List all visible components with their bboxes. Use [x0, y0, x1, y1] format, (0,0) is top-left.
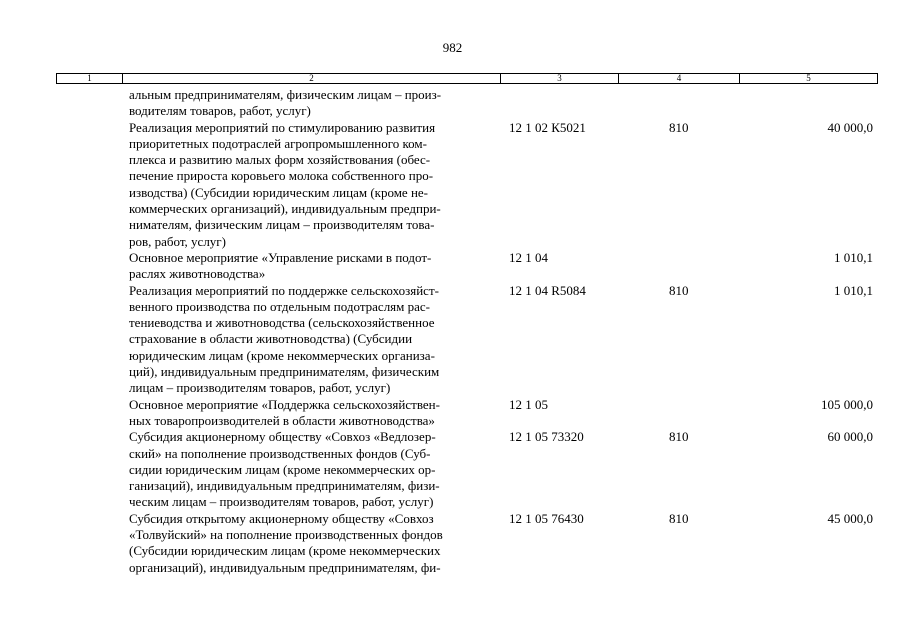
row-description	[129, 250, 495, 283]
row-description	[129, 120, 495, 250]
description-line: плекса и развитию малых форм хозяйствования (обес-	[129, 152, 431, 168]
description-line: ций), индивидуальным предпринимателям, физическим	[129, 364, 440, 380]
row-type: 810	[669, 429, 689, 445]
description-line: организаций), индивидуальным предпринимателям, фи-	[129, 559, 441, 575]
row-amount: 1 010,1	[834, 249, 873, 265]
column-header-1: 1	[57, 74, 123, 83]
row-description	[129, 283, 495, 397]
description-line: венного производства по отдельным подотраслям рас-	[129, 298, 431, 314]
table-row	[0, 429, 905, 510]
description-line: ский» на пополнение производственных фондов (Суб-	[129, 445, 431, 461]
row-amount: 45 000,0	[827, 510, 873, 526]
table-row	[0, 120, 905, 250]
description-line: Субсидия открытому акционерному обществу «Совхоз	[129, 510, 434, 526]
description-line: коммерческих организаций), индивидуальным предпри-	[129, 201, 441, 217]
description-line: Основное мероприятие «Поддержка сельскохозяйствен-	[129, 396, 440, 412]
description-line: страхование в области животноводства) (Субсидии	[129, 331, 413, 347]
row-type: 810	[669, 282, 689, 298]
description-line: лицам – производителям товаров, работ, услуг)	[129, 380, 391, 396]
row-code: 12 1 04	[509, 249, 548, 265]
description-line: Реализация мероприятий по поддержке сельскохозяйст-	[129, 282, 439, 298]
table-row	[0, 511, 905, 576]
table-row	[0, 250, 905, 283]
description-line: ческим лицам – производителям товаров, работ, услуг)	[129, 494, 434, 510]
row-code: 12 1 02 К5021	[509, 119, 586, 135]
table-row	[0, 283, 905, 397]
description-line: «Толвуйский» на пополнение производственных фондов	[129, 527, 443, 543]
table-row	[0, 87, 905, 120]
description-line: тениеводства и животноводства (сельскохозяйственное	[129, 315, 435, 331]
description-line: приоритетных подотраслей агропромышленного ком-	[129, 135, 427, 151]
description-line: сидии юридическим лицам (кроме некоммерческих ор-	[129, 461, 436, 477]
row-type: 810	[669, 510, 689, 526]
table-header	[56, 73, 878, 84]
description-line: Основное мероприятие «Управление рисками в подот-	[129, 249, 432, 265]
description-line: (Субсидии юридическим лицам (кроме некоммерческих	[129, 543, 441, 559]
row-amount: 40 000,0	[827, 119, 873, 135]
description-line: раслях животноводства»	[129, 266, 266, 282]
description-line: ров, работ, услуг)	[129, 233, 226, 249]
description-line: ганизаций), индивидуальным предпринимателям, физи-	[129, 478, 440, 494]
column-header-2: 2	[123, 74, 501, 83]
description-line: печение прироста коровьего молока собственного про-	[129, 168, 434, 184]
row-code: 12 1 05 76430	[509, 510, 584, 526]
row-code: 12 1 04 R5084	[509, 282, 586, 298]
row-description	[129, 87, 495, 120]
row-code: 12 1 05	[509, 396, 548, 412]
description-line: ных товаропроизводителей в области животноводства»	[129, 412, 435, 428]
row-description	[129, 429, 495, 510]
description-line: Субсидия акционерному обществу «Совхоз «Ведлозер-	[129, 429, 436, 445]
column-header-4: 4	[619, 74, 740, 83]
column-header-5: 5	[806, 73, 811, 83]
column-header-3: 3	[501, 74, 619, 83]
row-amount: 105 000,0	[821, 396, 873, 412]
description-line: Реализация мероприятий по стимулированию развития	[129, 119, 436, 135]
description-line: альным предпринимателям, физическим лицам – произ-	[129, 87, 442, 102]
description-line: водителям товаров, работ, услуг)	[129, 103, 311, 119]
row-code: 12 1 05 73320	[509, 429, 584, 445]
description-line: нимателям, физическим лицам – производителям това-	[129, 217, 435, 233]
page-number: 982	[442, 40, 463, 55]
row-amount: 60 000,0	[827, 429, 873, 445]
table-row	[0, 397, 905, 430]
row-description	[129, 397, 495, 430]
table-body	[0, 87, 905, 576]
description-line: изводства) (Субсидии юридическим лицам (кроме не-	[129, 184, 429, 200]
description-line: юридическим лицам (кроме некоммерческих организа-	[129, 347, 435, 363]
row-description	[129, 511, 495, 576]
row-amount: 1 010,1	[834, 282, 873, 298]
row-type: 810	[669, 119, 689, 135]
